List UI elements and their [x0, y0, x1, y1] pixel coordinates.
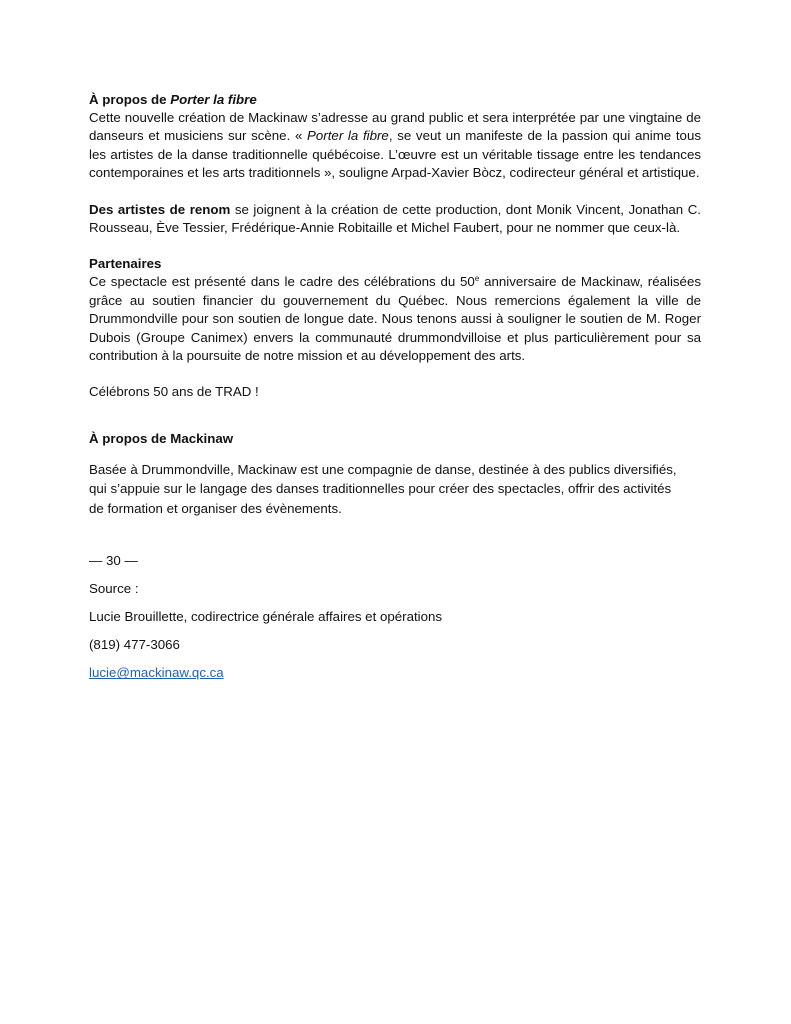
celebrate-line: Célébrons 50 ans de TRAD ! [89, 384, 259, 400]
porter-paragraph-title: Porter la fibre [307, 128, 389, 144]
partners-paragraph [89, 273, 701, 365]
partners-text-after: anniversaire de Mackinaw, réalisées grâce au soutien financier du gouvernement du Québec. Nous remercions également la ville de Drummondville pour son soutien de longue date. Nous tenons aussi à souligner le soutien de M. Roger Dubois (Groupe Canimex) envers la communauté drummondvilloise et plus particulièrement pour sa contribution à la poursuite de notre mission et au développement des arts. [89, 274, 701, 364]
mackinaw-heading: À propos de Mackinaw [89, 430, 234, 446]
porter-heading [89, 91, 701, 109]
contact-email-line [89, 664, 701, 682]
partners-superscript: e [474, 274, 480, 284]
porter-heading-prefix: À propos de [89, 92, 171, 107]
mackinaw-paragraph: Basée à Drummondville, Mackinaw est une compagnie de danse, destinée à des publics diversifiés, qui s’appuie sur le langage des danses traditionnelles pour créer des spectacles, offrir des activités de formation et organiser des évènements. [89, 461, 677, 516]
artists-text: se joignent à la création de cette production, dont Monik Vincent, Jonathan C. Rousseau, Ève Tessier, Frédérique-Annie Robitaille et Michel Faubert, pour ne nommer que ceux-là. [89, 201, 701, 236]
porter-paragraph [89, 109, 701, 183]
porter-paragraph-rest: , se veut un manifeste de la passion qui anime tous les artistes de la danse traditionnelle québécoise. L’œuvre est un véritable tissage entre les tendances contemporaines et les arts traditionnels », souligne Arpad-Xavier Bòcz, codirecteur général et artistique. [89, 128, 701, 181]
contact-name: Lucie Brouillette, codirectrice générale affaires et opérations [89, 609, 443, 625]
contact-email-link[interactable]: lucie@mackinaw.qc.ca [89, 665, 224, 681]
end-mark: — 30 — [89, 553, 138, 569]
artists-lead: Des artistes de renom [89, 201, 231, 217]
document-page [89, 91, 701, 692]
porter-paragraph-start: Cette nouvelle création de Mackinaw s’adresse au grand public et sera interprétée par une vingtaine de danseurs et musiciens sur scène. « [89, 110, 701, 144]
porter-heading-title: Porter la fibre [170, 92, 257, 107]
source-label: Source : [89, 581, 139, 597]
contact-phone: (819) 477-3066 [89, 637, 180, 653]
partners-text-before: Ce spectacle est présenté dans le cadre des célébrations du 50 [89, 274, 475, 290]
artists-paragraph [89, 201, 701, 238]
partners-heading: Partenaires [89, 256, 162, 272]
